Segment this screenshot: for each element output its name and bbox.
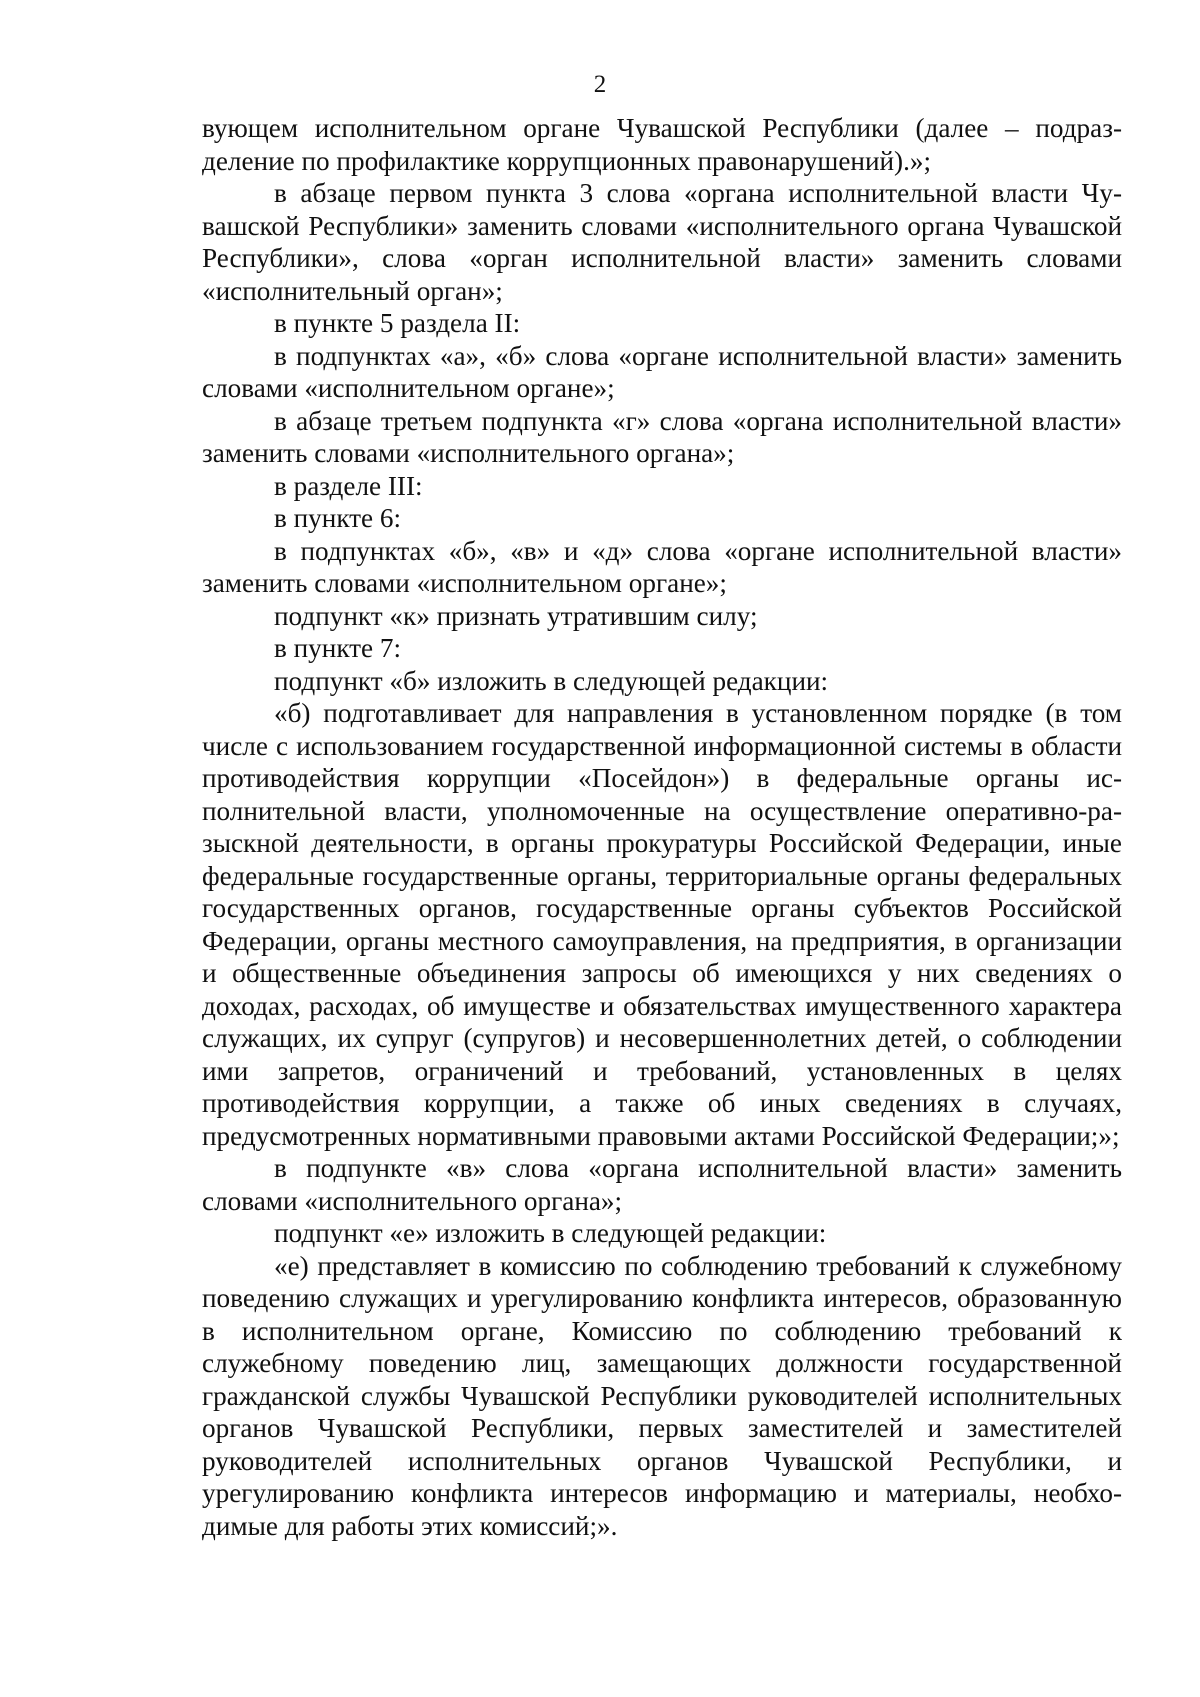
paragraph-subpoint-k: подпункт «к» признать утратившим силу; (274, 600, 758, 631)
paragraph-section-2-point-5: в пункте 5 раздела II: (274, 308, 521, 338)
paragraph-subpoints-a-b: в подпунктах «а», «б» слова «органе исполнительной власти» заменить словами «исполнительном органе»; (202, 340, 1122, 403)
paragraph-subpoint-b-text: «б) подготавливает для направления в установленном порядке (в том числе с использованием государственной информационной системы в области противодействия коррупции «Посейдон») в федеральные органы исполнительной власти, уполномоченные на осуществление оперативно-разыскной деятельности, в органы прокуратуры Российской Федерации, иные федеральные государственные органы, территориальные органы федеральных государственных органов, государственные органы субъектов Российской Федерации, органы местного самоуправления, на предприятия, в организации и общественные объединения запросы об имеющихся у них сведениях о доходах, расходах, об имуществе и обязательствах имущественного характера служащих, их супруг (супругов) и несовершеннолетних детей, о соблюдении ими запретов, ограничений и требований, установленных в целях противодействия коррупции, а также об иных сведениях в случаях, предусмотренных нормативными правовыми актами Российской Федерации;»; (202, 698, 1122, 1151)
paragraph-point-7: в пункте 7: (274, 633, 402, 663)
paragraph-subpoint-g: в абзаце третьем подпункта «г» слова «органа исполнительной власти» заменить словами «исполнительного органа»; (202, 405, 1122, 468)
paragraph-section-3: в разделе III: (274, 470, 423, 501)
document-body (202, 112, 1122, 1542)
paragraph-subpoint-v: в подпункте «в» слова «органа исполнительной власти» заменить словами «исполнительного органа»; (202, 1153, 1122, 1216)
paragraph-subpoint-b-intro: подпункт «б» изложить в следующей редакции: (274, 665, 829, 696)
paragraph-subpoint-e-text: «е) представляет в комиссию по соблюдению требований к служебному поведению служащих и урегулированию конфликта интересов, образованную в исполнительном органе, Комиссию по соблюдению требований к служебному поведению лиц, замещающих должности государственной гражданской службы Чувашской Республики руководителей исполнительных органов Чувашской Республики, первых заместителей и заместителей руководителей исполнительных органов Чувашской Республики, и урегулированию конфликта интересов информацию и материалы, необходимые для работы этих комиссий;». (202, 1250, 1122, 1541)
paragraph-subpoints-b-v-d: в подпунктах «б», «в» и «д» слова «органе исполнительной власти» заменить словами «исполнительном органе»; (202, 535, 1122, 598)
paragraph-continuation: вующем исполнительном органе Чувашской Республики (далее – подразделение по профилактике коррупционных правонарушений).»; (202, 113, 1122, 176)
paragraph-point-6: в пункте 6: (274, 503, 402, 533)
paragraph-subpoint-e-intro: подпункт «е» изложить в следующей редакции: (274, 1218, 827, 1248)
paragraph-item-3-amendment: в абзаце первом пункта 3 слова «органа исполнительной власти Чувашской Республики» заменить словами «исполнительного органа Чувашской Республики», слова «орган исполнительной власти» заменить словами «исполнительный орган»; (202, 178, 1122, 306)
page-number: 2 (593, 71, 607, 98)
